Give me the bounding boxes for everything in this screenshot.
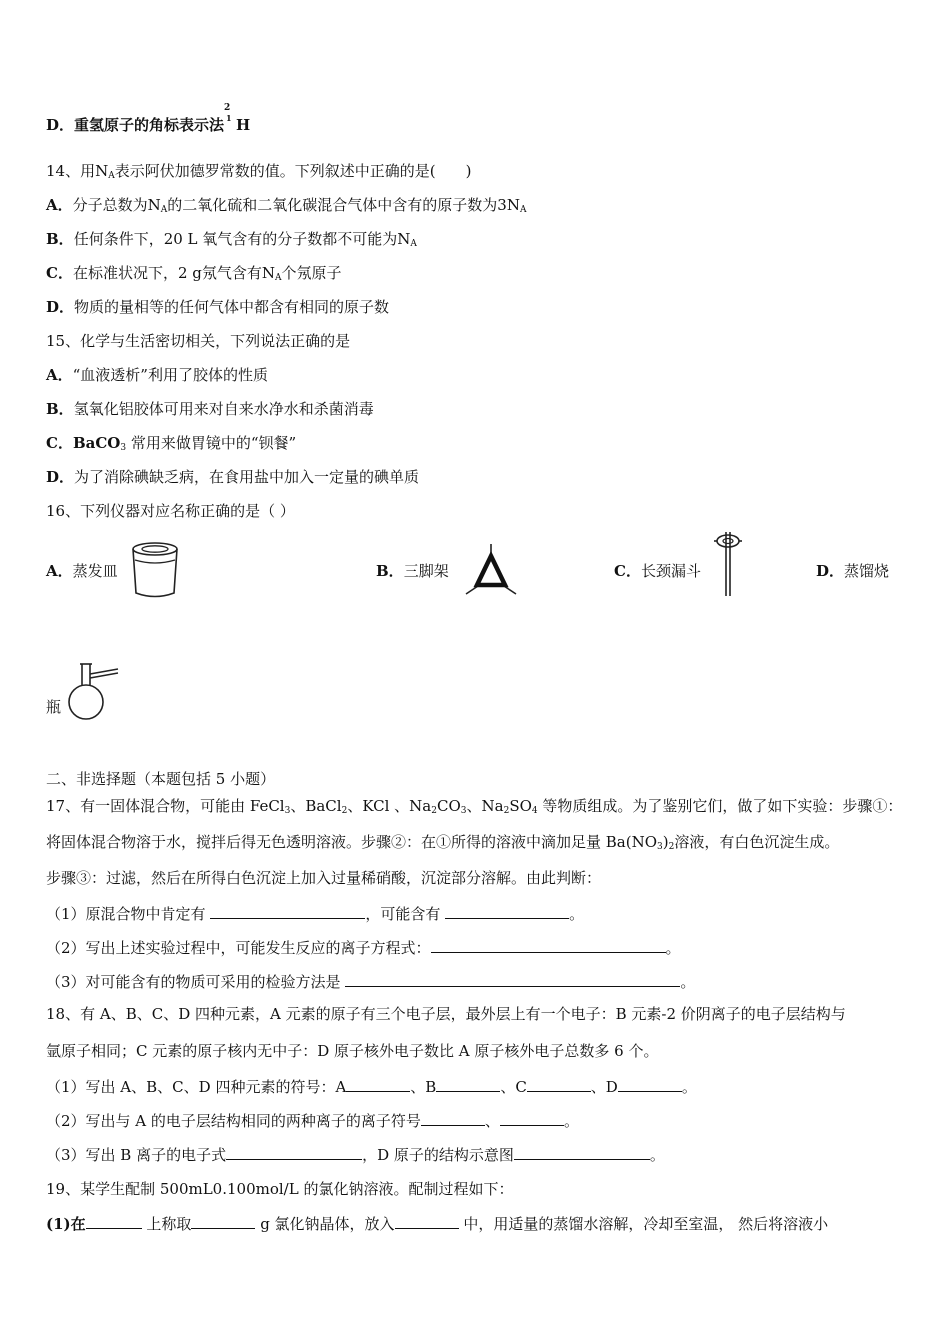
option-text: 任何条件下，20 L 氧气含有的分子数都不可能为 [73,230,398,248]
stem-text: SO [509,797,532,815]
answer-blank[interactable] [500,1109,564,1126]
isotope-mass-number: 2 [224,103,231,113]
stem-text: 等物质组成。为了鉴别它们，做了如下实验：步骤①： [537,797,903,815]
formula-subscript: 4 [531,806,538,816]
section-title: 二、非选择题（本题包括 5 小题） [46,770,276,788]
option-label: D． [46,468,75,486]
part-text: （2）写出上述实验过程中，可能发生反应的离子方程式： [46,939,431,957]
q17-stem-line-2 [46,832,839,852]
stem-text: 表示阿伏加德罗常数的值。下列叙述中正确的是( ) [114,162,472,180]
formula-subscript: 2 [341,806,348,816]
option-text: 物质的量相等的任何气体中都含有相同的原子数 [74,298,390,316]
option-label: A． [46,196,73,214]
option-label: D． [46,298,75,316]
option-label: A． [46,562,73,580]
na-symbol: 3N [497,196,520,214]
option-text: 氢氧化铝胶体可用来对自来水净水和杀菌消毒 [73,400,374,418]
q18-part-1 [46,1075,697,1097]
part-text: 中，用适量的蒸馏水溶解，冷却至室温， 然后将溶液小 [458,1215,829,1233]
q14-option-b [46,229,417,249]
stem-text: 17、有一固体混合物，可能由 FeCl [46,797,285,815]
part-text: 。 [563,1112,579,1130]
option-text: 在标准状况下，2 g氖气含有 [72,264,262,282]
option-label: B． [46,400,74,418]
option-text: 为了消除碘缺乏病，在食用盐中加入一定量的碘单质 [74,468,420,486]
part-text: 、B [410,1078,437,1096]
option-label: C． [614,562,641,580]
na-symbol: N [261,264,275,282]
part-text: （3）写出 B 离子的电子式 [46,1146,227,1164]
na-symbol: N [95,162,109,180]
answer-blank[interactable] [618,1075,682,1092]
stem-text: 溶液，有白色沉淀生成。 [674,833,840,851]
part-text: 、C [500,1078,527,1096]
distillation-flask-icon [62,660,122,722]
part-text: ，D 原子的结构示意图 [362,1146,514,1164]
part-text: 、 [484,1112,500,1130]
answer-blank[interactable] [86,1212,142,1229]
answer-blank[interactable] [226,1143,362,1160]
stem-text: ) [662,833,669,851]
option-text: 三脚架 [403,562,449,580]
part-text: 。 [681,1078,697,1096]
formula-subscript: 2 [431,806,437,816]
isotope-symbol: H [236,116,251,134]
option-text: 蒸馏烧 [844,562,890,580]
formula-subscript: 2 [668,842,675,852]
q17-part-3 [46,970,695,992]
q15-option-b [46,399,374,419]
formula-subscript: 2 [503,806,510,816]
stem-text: 、BaCl [290,797,342,815]
na-subscript: A [519,205,527,215]
answer-blank[interactable] [421,1109,485,1126]
part-text: （1）写出 A、B、C、D 四种元素的符号：A [46,1078,347,1096]
na-subscript: A [410,239,417,249]
q18-part-2 [46,1109,579,1131]
q15-option-a [46,365,268,385]
formula-subscript: 3 [284,806,291,816]
option-label: C． [46,264,73,282]
answer-blank[interactable] [527,1075,591,1092]
option-text: “血液透析”利用了胶体的性质 [72,366,268,384]
part-text: ，可能含有 [365,905,446,923]
formula-subscript: 3 [460,806,467,816]
q13-option-d [46,103,251,135]
q14-option-a [46,195,526,215]
option-label: B． [376,562,404,580]
q14-option-c [46,263,342,283]
q18-stem-line-1: 18、有 A、B、C、D 四种元素，A 元素的原子有三个电子层，最外层上有一个电子：B 元素-2 价阴离子的电子层结构与 [46,1005,846,1023]
stem-text: 将固体混合物溶于水，搅拌后得无色透明溶液。步骤②：在①所得的溶液中滴加足量 Ba(NO [46,833,658,851]
q14-option-d [46,297,389,317]
q17-stem-line-3: 步骤③：过滤，然后在所得白色沉淀上加入过量稀硝酸，沉淀部分溶解。由此判断： [46,869,602,887]
na-subscript: A [108,171,115,181]
na-symbol: N [397,230,411,248]
option-text: 个氖原子 [281,264,342,282]
part-text: 上称取 [141,1215,192,1233]
answer-blank[interactable] [445,902,569,919]
part-text: 。 [569,905,585,923]
isotope-atomic-number: 1 [226,113,232,123]
evaporating-dish-icon [126,540,184,600]
q18-part-3 [46,1143,665,1165]
q19-step-1 [46,1212,828,1234]
part-text: 、D [590,1078,618,1096]
part-text: 。 [665,939,681,957]
na-symbol: N [147,196,161,214]
q17-part-2 [46,936,681,958]
formula-subscript: 3 [120,443,127,453]
answer-blank[interactable] [210,902,365,919]
na-subscript: A [160,205,168,215]
option-text: 长颈漏斗 [640,562,701,580]
q17-part-1 [46,902,584,924]
part-text: g 氯化钠晶体，放入 [255,1215,395,1233]
option-label: A． [46,366,73,384]
stem-text: 、Na [466,797,504,815]
option-text: 重氢原子的角标表示法 [74,116,225,134]
q18-stem-line-2: 氩原子相同；C 元素的原子核内无中子：D 原子核外电子数比 A 原子核外电子总数多 6 个。 [46,1042,659,1060]
stem-text: 14、用 [46,162,96,180]
q16-option-c [614,561,701,581]
q16-option-d [816,561,889,581]
answer-blank[interactable] [395,1212,459,1229]
option-label: B． [46,230,74,248]
stem-text: CO [436,797,461,815]
part-text: （2）写出与 A 的电子层结构相同的两种离子的离子符号 [46,1112,421,1130]
q19-stem: 19、某学生配制 500mL0.100mol/L 的氯化钠溶液。配制过程如下： [46,1180,514,1198]
part-text: （3）对可能含有的物质可采用的检验方法是 [46,973,346,991]
option-text: 分子总数为 [72,196,148,214]
long-neck-funnel-icon [712,530,744,598]
option-text: 常用来做胃镜中的“钡餐” [126,434,297,452]
answer-blank[interactable] [431,936,666,953]
stem-text: 、KCl 、Na [347,797,432,815]
option-text: 蒸发皿 [72,562,118,580]
q16-option-b [376,561,449,581]
answer-blank[interactable] [436,1075,500,1092]
formula: BaCO [72,434,121,452]
part-text: 。 [680,973,696,991]
q15-option-c [46,433,296,453]
na-subscript: A [275,273,282,283]
option-label: D． [46,116,75,134]
q16-stem: 16、下列仪器对应名称正确的是（ ） [46,502,295,520]
isotope-notation [224,103,236,135]
part-text: 。 [649,1146,665,1164]
part-text: (1)在 [46,1215,86,1233]
q14-stem [46,161,471,181]
answer-blank[interactable] [345,970,680,987]
clay-triangle-icon [462,542,520,598]
q15-option-d [46,467,419,487]
answer-blank[interactable] [514,1143,650,1160]
answer-blank[interactable] [191,1212,255,1229]
answer-blank[interactable] [346,1075,410,1092]
q16-option-a [46,561,118,581]
part-text: （1）原混合物中肯定有 [46,905,211,923]
formula-subscript: 3 [657,842,663,852]
q16-option-d-continued: 瓶 [46,698,62,716]
q15-stem: 15、化学与生活密切相关，下列说法正确的是 [46,332,351,350]
option-text: 的二氧化硫和二氧化碳混合气体中含有的原子数为 [167,196,498,214]
option-label: C． [46,434,73,452]
q17-stem-line-1 [46,796,902,816]
option-label: D． [816,562,845,580]
